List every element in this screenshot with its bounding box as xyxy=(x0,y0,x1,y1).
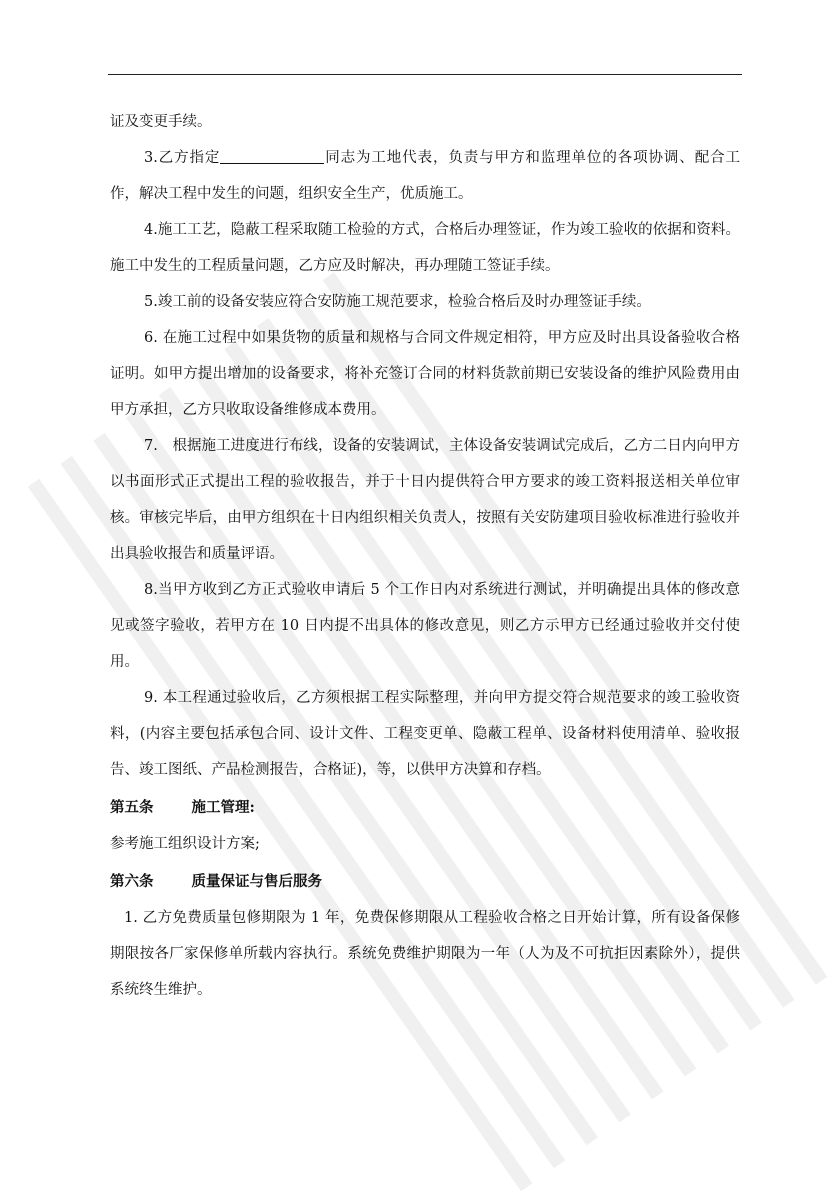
document-body xyxy=(110,104,740,1008)
header-rule xyxy=(108,74,742,75)
article-6-title: 质量保证与售后服务 xyxy=(191,873,322,890)
article-5-body: 参考施工组织设计方案; xyxy=(110,836,260,852)
article-6-heading xyxy=(110,864,740,900)
paragraph-9: 9. 本工程通过验收后，乙方须根据工程实际整理，并向甲方提交符合规范要求的竣工验收资料，(内容主要包括承包合同、设计文件、工程变更单、隐蔽工程单、设备材料使用清单、验收报告、竣工图纸、产品检测报告，合格证)，等，以供甲方决算和存档。 xyxy=(110,690,740,778)
paragraph-5: 5.竣工前的设备安装应符合安防施工规范要求，检验合格后及时办理签证手续。 xyxy=(144,294,651,310)
fill-in-blank xyxy=(220,147,324,164)
paragraph-6: 6. 在施工过程中如果货物的质量和规格与合同文件规定相符，甲方应及时出具设备验收合格证明。如甲方提出增加的设备要求，将补充签订合同的材料货款前期已安装设备的维护风险费用由甲方承担，乙方只收取设备维修成本费用。 xyxy=(110,330,740,418)
paragraph-8: 8.当甲方收到乙方正式验收申请后 5 个工作日内对系统进行测试，并明确提出具体的修改意见或签字验收，若甲方在 10 日内提不出具体的修改意见，则乙方示甲方已经通过验收并交付使用。 xyxy=(110,582,740,670)
paragraph-3 xyxy=(110,140,740,212)
article-6-paragraph-1: 1. 乙方免费质量包修期限为 1 年，免费保修期限从工程验收合格之日开始计算，所有设备保修期限按各厂家保修单所载内容执行。系统免费维护期限为一年（人为及不可抗拒因素除外），提供系统终生维护。 xyxy=(110,910,740,998)
paragraph-continuation: 证及变更手续。 xyxy=(110,114,212,130)
paragraph-4: 4.施工工艺，隐蔽工程采取随工检验的方式，合格后办理签证，作为竣工验收的依据和资料。施工中发生的工程质量问题，乙方应及时解决，再办理随工签证手续。 xyxy=(110,222,740,274)
paragraph-3-lead: 3.乙方指定 xyxy=(144,150,221,166)
paragraph-3-rest: 同志为工地代表，负责与甲方和监理单位的各项协调、配合工作，解决工程中发生的问题，组织安全生产，优质施工。 xyxy=(110,150,740,202)
article-6-number: 第六条 xyxy=(110,873,154,890)
paragraph-7: 7. 根据施工进度进行布线，设备的安装调试，主体设备安装调试完成后，乙方二日内向甲方以书面形式正式提出工程的验收报告，并于十日内提供符合甲方要求的竣工资料报送相关单位审核。审核完毕后，由甲方组织在十日内组织相关负责人，按照有关安防建项目验收标准进行验收并出具验收报告和质量评语。 xyxy=(110,438,740,562)
article-5-number: 第五条 xyxy=(110,799,154,816)
article-5-title: 施工管理: xyxy=(191,799,255,816)
article-5-heading xyxy=(110,790,740,826)
